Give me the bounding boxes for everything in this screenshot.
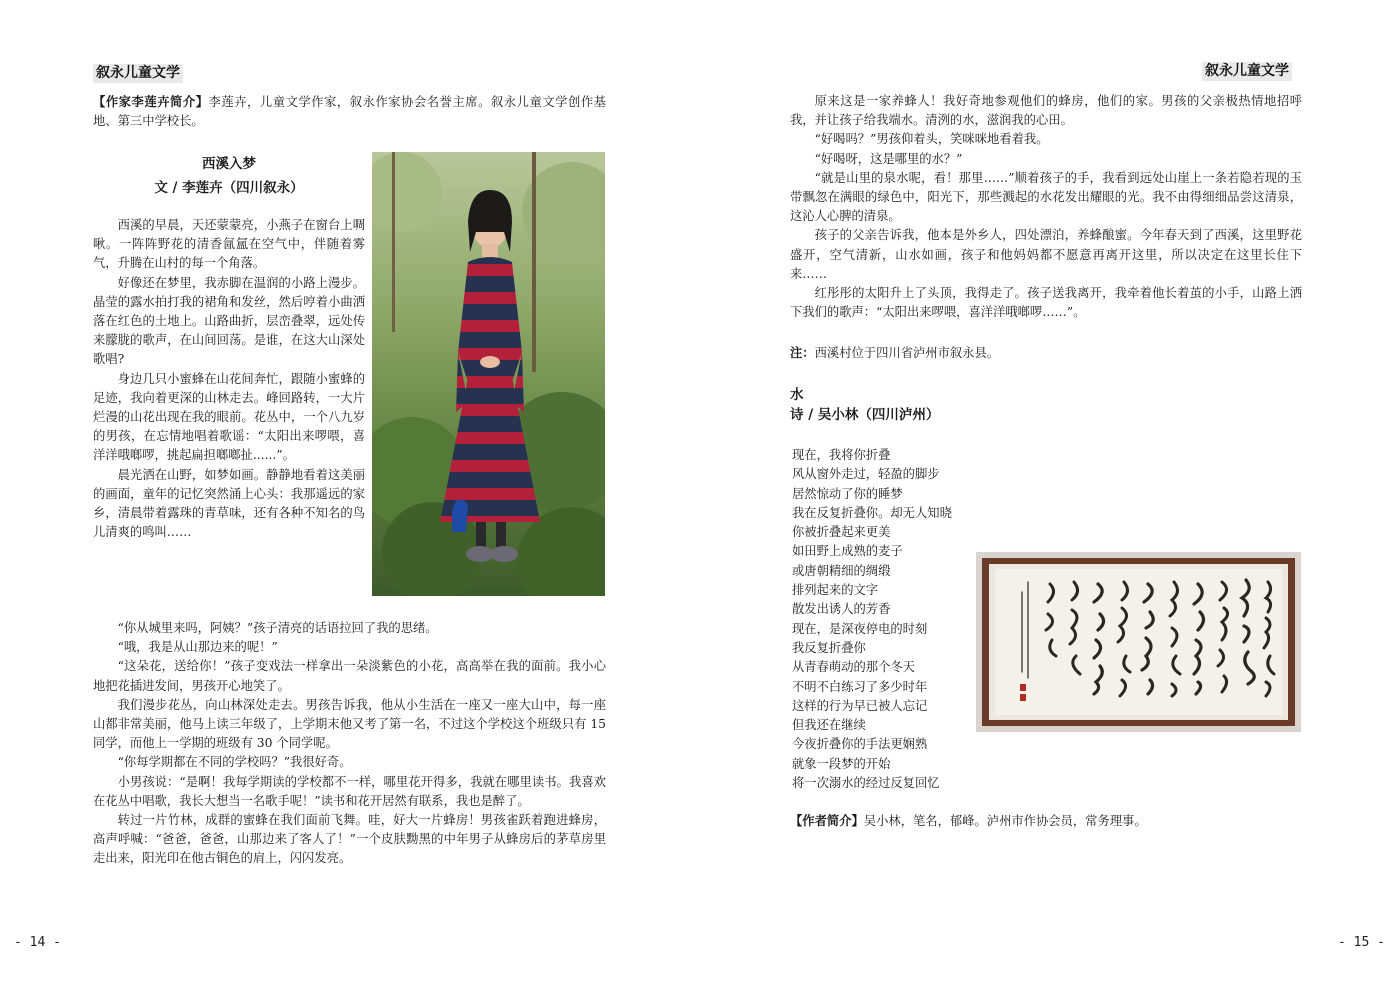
paragraph: 身边几只小蜜蜂在山花间奔忙，跟随小蜜蜂的足迹，我向着更深的山林走去。峰回路转，一大片烂漫的山花出现在我的眼前。花丛中，一个八九岁的男孩，在忘情地唱着歌谣：“太阳出来啰喂，喜洋洋哦啷啰，挑起扁担啷啷扯......”。 <box>93 371 365 463</box>
portrait-photo <box>372 152 605 596</box>
right-running-header: 叙永儿童文学 <box>1202 62 1292 81</box>
poem-line: 从青春萌动的那个冬天 <box>792 660 915 675</box>
article-title: 西溪入梦 <box>202 156 256 172</box>
left-running-header: 叙永儿童文学 <box>93 64 183 83</box>
article-body-full <box>93 619 606 869</box>
poet-intro-label: 【作者简介】 <box>790 813 864 828</box>
paragraph: 我们漫步花丛，向山林深处走去。男孩告诉我，他从小生活在一座又一座大山中，每一座山都非常美丽，他马上读三年级了，上学期末他又考了第一名，不过这个学校这个班级只有 15 同学，而他上一学期的班级有 30 个同学呢。 <box>93 697 606 751</box>
poem-line: 今夜折叠你的手法更娴熟 <box>792 737 928 752</box>
right-page-number: - 15 - <box>1338 935 1385 950</box>
poem-line: 散发出诱人的芳香 <box>792 602 891 617</box>
portrait-photo-graphic <box>372 152 605 596</box>
poet-intro-text: 吴小林，笔名，郁峰。泸州市作协会员，常务理事。 <box>863 814 1147 828</box>
poet-intro <box>790 811 1302 831</box>
poem-line: 就象一段梦的开始 <box>792 756 891 771</box>
paragraph: 红彤彤的太阳升上了头顶，我得走了。孩子送我离开，我牵着他长着茧的小手，山路上洒下我们的歌声：“太阳出来啰喂，喜洋洋哦啷啰……”。 <box>790 286 1302 320</box>
calligraphy-graphic <box>976 552 1301 732</box>
poem-byline: 诗 / 吴小林（四川泸州） <box>790 407 940 423</box>
paragraph: “你从城里来吗，阿姨？”孩子清亮的话语拉回了我的思绪。 <box>117 621 438 635</box>
poem-line: 不明不白练习了多少时年 <box>792 679 928 694</box>
note-label: 注： <box>790 345 815 360</box>
paragraph: 原来这是一家养蜂人！我好奇地参观他们的蜂房，他们的家。男孩的父亲极热情地招呼我，并让孩子给我端水。清洌的水，滋润我的心田。 <box>790 94 1302 128</box>
poem-line: 或唐朝精细的绸缎 <box>792 563 891 578</box>
author-intro-label: 【作家李莲卉简介】 <box>93 94 209 109</box>
paragraph: 转过一片竹林，成群的蜜蜂在我们面前飞舞。哇，好大一片蜂房！男孩雀跃着跑进蜂房，高声呼喊：“爸爸，爸爸，山那边来了客人了！”一个皮肤黝黑的中年男子从蜂房后的茅草房里走出来，阳光印在他古铜色的肩上，闪闪发亮。 <box>93 813 606 866</box>
poem-line: 我在反复折叠你。却无人知晓 <box>792 505 952 520</box>
paragraph: “好喝吗？”男孩仰着头，笑咪咪地看着我。 <box>814 132 1049 147</box>
calligraphy-scroll <box>976 552 1301 732</box>
poem-line: 风从窗外走过，轻盈的脚步 <box>792 467 940 482</box>
article-byline: 文 / 李莲卉（四川叙永） <box>154 180 304 196</box>
paragraph: 晨光洒在山野，如梦如画。静静地看着这美丽的画面，童年的记忆突然涌上心头：我那遥远的家乡，清晨带着露珠的青草味，还有各种不知名的鸟儿清爽的鸣叫…… <box>93 467 365 540</box>
poem-line: 居然惊动了你的睡梦 <box>792 486 903 501</box>
paragraph: 小男孩说：“是啊！我每学期读的学校都不一样，哪里花开得多，我就在哪里读书。我喜欢在花丛中唱歌，我长大想当一名歌手呢！”读书和花开居然有联系，我也是醉了。 <box>93 774 606 808</box>
paragraph: “这朵花，送给你！”孩子变戏法一样拿出一朵淡紫色的小花，高高举在我的面前。我小心地把花插进发间，男孩开心地笑了。 <box>93 659 606 693</box>
poem-line: 现在，是深夜停电的时刻 <box>792 621 928 636</box>
poem-line: 现在，我将你折叠 <box>792 448 891 462</box>
poem-line: 这样的行为早已被人忘记 <box>792 698 928 713</box>
paragraph: “哦，我是从山那边来的呢！” <box>117 640 278 655</box>
poem-body <box>792 446 952 793</box>
poem-line: 你被折叠起来更美 <box>792 525 891 540</box>
poem-line: 排列起来的文字 <box>792 583 879 598</box>
paragraph: 好像还在梦里，我赤脚在温润的小路上漫步。晶莹的露水拍打我的裙角和发丝，然后哼着小曲洒落在红色的土地上。山路曲折，层峦叠翠，远处传来朦胧的歌声，在山间回荡。是谁，在这大山深处歌唱? <box>93 275 365 367</box>
paragraph: “你每学期都在不同的学校吗？”我很好奇。 <box>117 755 352 770</box>
paragraph: 孩子的父亲告诉我，他本是外乡人，四处漂泊，养蜂酿蜜。今年春天到了西溪，这里野花盛开，空气清新，山水如画，孩子和他妈妈都不愿意再离开这里，所以决定在这里长住下来…… <box>790 228 1302 281</box>
poem-line: 如田野上成熟的麦子 <box>792 544 903 559</box>
author-intro <box>93 92 606 131</box>
paragraph: “就是山里的泉水呢，看！那里……”顺着孩子的手，我看到远处山崖上一条若隐若现的玉带飘忽在满眼的绿色中，阳光下，那些溅起的水花发出耀眼的光。我不由得细细品尝这清泉，这沁人心脾的清泉。 <box>790 170 1302 224</box>
author-intro-text: 李莲卉，儿童文学作家，叙永作家协会名誉主席。叙永儿童文学创作基地、第三中学校长。 <box>93 95 606 129</box>
paragraph: 西溪的早晨，天还蒙蒙亮，小燕子在窗台上啁啾。一阵阵野花的清香氤氲在空气中，伴随着雾气，升腾在山村的每一个角落。 <box>93 218 365 271</box>
article-continuation <box>790 92 1302 322</box>
article-note <box>790 343 1302 363</box>
left-page-number: - 14 - <box>14 935 61 950</box>
poem-line: 将一次溺水的经过反复回忆 <box>792 776 940 791</box>
poem-title: 水 <box>790 387 804 403</box>
paragraph: “好喝呀，这是哪里的水？” <box>814 151 963 166</box>
poem-line: 我反复折叠你 <box>792 640 866 655</box>
article-body-column <box>93 216 365 542</box>
poem-line: 但我还在继续 <box>792 718 866 733</box>
note-text: 西溪村位于四川省泸州市叙永县。 <box>814 346 1000 360</box>
